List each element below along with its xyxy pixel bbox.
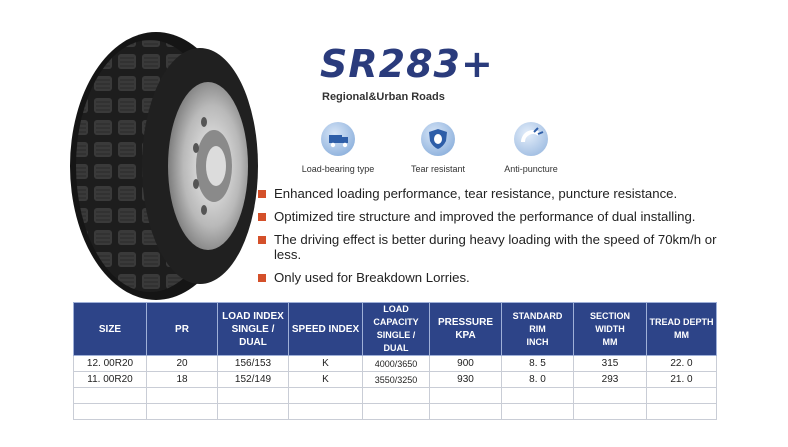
bullet-square-icon — [258, 236, 266, 244]
feature-label: Anti-puncture — [504, 164, 558, 174]
cell-pressure: 900 — [430, 356, 502, 372]
cell-section-width: 315 — [574, 356, 647, 372]
bullet-text: Enhanced loading performance, tear resistance, puncture resistance. — [274, 186, 678, 201]
bullet-item — [258, 232, 728, 262]
feature-label: Tear resistant — [410, 164, 466, 174]
header-speed-index: SPEED INDEX — [289, 303, 363, 356]
bullet-item — [258, 270, 728, 285]
cell-load-capacity: 4000/3650 — [363, 356, 430, 372]
bullet-square-icon — [258, 213, 266, 221]
header-load-index: LOAD INDEX SINGLE / DUAL — [218, 303, 289, 356]
bullet-text: Only used for Breakdown Lorries. — [274, 270, 470, 285]
cell-load-index: 156/153 — [218, 356, 289, 372]
anti-puncture-icon — [514, 122, 548, 156]
header-size: SIZE — [74, 303, 147, 356]
feature-bullet-list — [258, 186, 728, 293]
header-pr: PR — [147, 303, 218, 356]
header-tread-depth: TREAD DEPTH MM — [647, 303, 717, 356]
feature-load-bearing — [293, 122, 383, 174]
cell-pr: 20 — [147, 356, 218, 372]
truck-load-icon — [321, 122, 355, 156]
cell-tread-depth: 21. 0 — [647, 372, 717, 388]
feature-tear-resistant — [393, 122, 483, 174]
bullet-item — [258, 209, 728, 224]
cell-load-capacity: 3550/3250 — [363, 372, 430, 388]
bullet-square-icon — [258, 274, 266, 282]
header-pressure: PRESSURE KPA — [430, 303, 502, 356]
bullet-square-icon — [258, 190, 266, 198]
spec-table — [73, 302, 717, 420]
model-title: SR283+ — [320, 42, 494, 86]
feature-label: Load-bearing type — [301, 164, 375, 174]
cell-pr: 18 — [147, 372, 218, 388]
bullet-item — [258, 186, 728, 201]
header-section-width: SECTION WIDTH MM — [574, 303, 647, 356]
shield-tire-icon — [421, 122, 455, 156]
bullet-text: The driving effect is better during heavy loading with the speed of 70km/h or less. — [274, 232, 717, 262]
table-header-row — [74, 303, 717, 356]
cell-section-width: 293 — [574, 372, 647, 388]
model-subtitle: Regional&Urban Roads — [322, 91, 445, 103]
header-standard-rim: STANDARD RIM INCH — [502, 303, 574, 356]
cell-standard-rim: 8. 5 — [502, 356, 574, 372]
cell-pressure: 930 — [430, 372, 502, 388]
cell-speed-index: K — [289, 356, 363, 372]
cell-size: 12. 00R20 — [74, 356, 147, 372]
table-row — [74, 372, 717, 388]
table-row-empty — [74, 388, 717, 404]
tire-image — [68, 30, 258, 302]
cell-speed-index: K — [289, 372, 363, 388]
table-row — [74, 356, 717, 372]
table-row-empty — [74, 404, 717, 420]
bullet-text: Optimized tire structure and improved the performance of dual installing. — [274, 209, 696, 224]
cell-standard-rim: 8. 0 — [502, 372, 574, 388]
feature-anti-puncture — [486, 122, 576, 174]
cell-load-index: 152/149 — [218, 372, 289, 388]
cell-tread-depth: 22. 0 — [647, 356, 717, 372]
cell-size: 11. 00R20 — [74, 372, 147, 388]
header-load-capacity: LOAD CAPACITY SINGLE / DUAL — [363, 303, 430, 356]
